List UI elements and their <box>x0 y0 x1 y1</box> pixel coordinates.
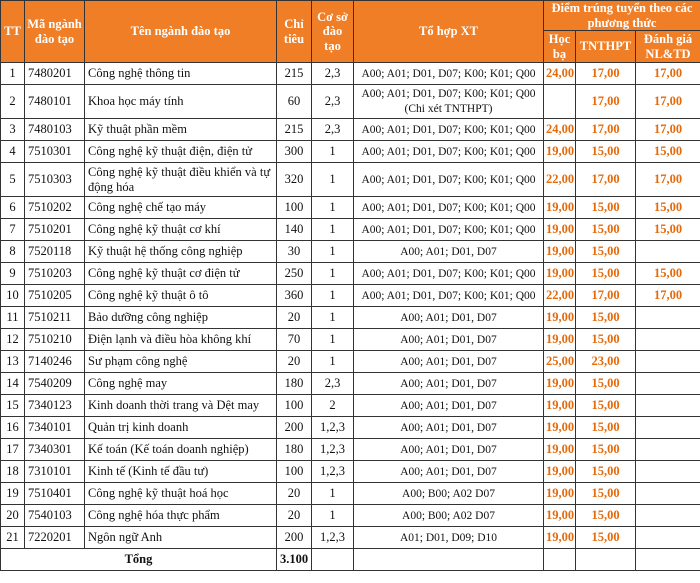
cell-ten-nganh: Công nghệ kỹ thuật điện, điện tử <box>85 141 277 163</box>
cell-to-hop: A00; A01; D01, D07; K00; K01; Q00 <box>354 197 544 219</box>
total-empty-danh-gia <box>636 549 700 571</box>
cell-hoc-ba: 22,00 <box>544 163 576 197</box>
table-row <box>1 219 700 241</box>
cell-tt: 8 <box>1 241 25 263</box>
cell-ma-nganh: 7540209 <box>25 373 85 395</box>
cell-ten-nganh: Kế toán (Kế toán doanh nghiệp) <box>85 439 277 461</box>
header-danh-gia: Đánh giá NL&TD <box>636 31 700 63</box>
cell-ten-nganh: Kỹ thuật hệ thống công nghiệp <box>85 241 277 263</box>
total-empty-tnthpt <box>576 549 636 571</box>
cell-to-hop: A00; A01; D01, D07 <box>354 241 544 263</box>
table-row <box>1 439 700 461</box>
cell-to-hop: A00; A01; D01, D07 <box>354 417 544 439</box>
cell-ten-nganh: Công nghệ hóa thực phẩm <box>85 505 277 527</box>
cell-ma-nganh: 7510202 <box>25 197 85 219</box>
cell-tt: 20 <box>1 505 25 527</box>
table-row <box>1 285 700 307</box>
cell-ten-nganh: Kỹ thuật phần mềm <box>85 119 277 141</box>
cell-hoc-ba: 22,00 <box>544 285 576 307</box>
cell-hoc-ba: 19,00 <box>544 373 576 395</box>
cell-danh-gia <box>636 483 700 505</box>
cell-danh-gia <box>636 373 700 395</box>
cell-danh-gia <box>636 417 700 439</box>
cell-co-so: 1 <box>312 329 354 351</box>
cell-tt: 15 <box>1 395 25 417</box>
cell-ma-nganh: 7220201 <box>25 527 85 549</box>
cell-hoc-ba: 19,00 <box>544 483 576 505</box>
cell-ma-nganh: 7510303 <box>25 163 85 197</box>
table-row <box>1 527 700 549</box>
to-hop-text: A00; A01; D01, D07; K00; K01; Q00 <box>361 88 536 101</box>
cell-ma-nganh: 7510401 <box>25 483 85 505</box>
cell-ma-nganh: 7340123 <box>25 395 85 417</box>
total-row <box>1 549 700 571</box>
cell-hoc-ba: 19,00 <box>544 197 576 219</box>
cell-co-so: 1 <box>312 505 354 527</box>
cell-ma-nganh: 7310101 <box>25 461 85 483</box>
cell-co-so: 1,2,3 <box>312 417 354 439</box>
total-empty-hoc-ba <box>544 549 576 571</box>
cell-chi-tieu: 20 <box>277 307 312 329</box>
cell-co-so: 1 <box>312 351 354 373</box>
cell-chi-tieu: 100 <box>277 461 312 483</box>
cell-to-hop <box>354 85 544 119</box>
cell-ten-nganh: Công nghệ may <box>85 373 277 395</box>
header-ma-nganh: Mã ngành đào tạo <box>25 1 85 63</box>
table-row <box>1 395 700 417</box>
header-hoc-ba: Học bạ <box>544 31 576 63</box>
cell-ten-nganh: Điện lạnh và điều hòa không khí <box>85 329 277 351</box>
cell-ten-nganh: Ngôn ngữ Anh <box>85 527 277 549</box>
cell-tt: 17 <box>1 439 25 461</box>
cell-to-hop: A00; A01; D01, D07 <box>354 439 544 461</box>
cell-co-so: 2,3 <box>312 63 354 85</box>
cell-danh-gia <box>636 395 700 417</box>
cell-tt: 21 <box>1 527 25 549</box>
table-row <box>1 373 700 395</box>
cell-ma-nganh: 7140246 <box>25 351 85 373</box>
cell-hoc-ba: 25,00 <box>544 351 576 373</box>
table-row <box>1 263 700 285</box>
table-row <box>1 505 700 527</box>
cell-ma-nganh: 7510205 <box>25 285 85 307</box>
cell-co-so: 1 <box>312 141 354 163</box>
cell-danh-gia: 15,00 <box>636 263 700 285</box>
cell-tnthpt: 15,00 <box>576 373 636 395</box>
cell-to-hop: A00; A01; D01, D07 <box>354 351 544 373</box>
cell-chi-tieu: 180 <box>277 373 312 395</box>
table-body <box>1 63 700 549</box>
cell-tt: 4 <box>1 141 25 163</box>
table-row <box>1 163 700 197</box>
cell-tt: 13 <box>1 351 25 373</box>
cell-co-so: 1 <box>312 241 354 263</box>
cell-ma-nganh: 7510211 <box>25 307 85 329</box>
cell-hoc-ba: 19,00 <box>544 263 576 285</box>
cell-tt: 7 <box>1 219 25 241</box>
cell-ma-nganh: 7340301 <box>25 439 85 461</box>
cell-tt: 19 <box>1 483 25 505</box>
cell-chi-tieu: 100 <box>277 197 312 219</box>
cell-ten-nganh: Công nghệ kỹ thuật ô tô <box>85 285 277 307</box>
cell-tnthpt: 15,00 <box>576 141 636 163</box>
cell-to-hop: A00; B00; A02 D07 <box>354 483 544 505</box>
cell-tnthpt: 15,00 <box>576 527 636 549</box>
cell-hoc-ba: 19,00 <box>544 395 576 417</box>
cell-co-so: 2,3 <box>312 373 354 395</box>
cell-tt: 16 <box>1 417 25 439</box>
cell-chi-tieu: 20 <box>277 351 312 373</box>
cell-hoc-ba <box>544 85 576 119</box>
cell-ten-nganh: Công nghệ kỹ thuật hoá học <box>85 483 277 505</box>
cell-tt: 9 <box>1 263 25 285</box>
cell-ma-nganh: 7510210 <box>25 329 85 351</box>
cell-to-hop: A00; B00; A02 D07 <box>354 505 544 527</box>
cell-tnthpt: 15,00 <box>576 461 636 483</box>
table-row <box>1 417 700 439</box>
table-row <box>1 483 700 505</box>
cell-co-so: 1 <box>312 219 354 241</box>
cell-ten-nganh: Khoa học máy tính <box>85 85 277 119</box>
cell-tnthpt: 15,00 <box>576 241 636 263</box>
cell-danh-gia: 17,00 <box>636 85 700 119</box>
cell-danh-gia <box>636 351 700 373</box>
header-tnthpt: TNTHPT <box>576 31 636 63</box>
cell-tt: 1 <box>1 63 25 85</box>
cell-danh-gia <box>636 527 700 549</box>
table-row <box>1 63 700 85</box>
cell-ma-nganh: 7510201 <box>25 219 85 241</box>
header-ten-nganh: Tên ngành đào tạo <box>85 1 277 63</box>
cell-hoc-ba: 19,00 <box>544 141 576 163</box>
cell-tnthpt: 17,00 <box>576 163 636 197</box>
cell-danh-gia <box>636 329 700 351</box>
cell-hoc-ba: 19,00 <box>544 219 576 241</box>
cell-danh-gia <box>636 461 700 483</box>
cell-chi-tieu: 320 <box>277 163 312 197</box>
cell-danh-gia <box>636 241 700 263</box>
cell-to-hop: A00; A01; D01, D07; K00; K01; Q00 <box>354 163 544 197</box>
cell-to-hop: A00; A01; D01, D07; K00; K01; Q00 <box>354 285 544 307</box>
header-co-so: Cơ sở đào tạo <box>312 1 354 63</box>
cell-hoc-ba: 19,00 <box>544 505 576 527</box>
cell-ma-nganh: 7510203 <box>25 263 85 285</box>
cell-hoc-ba: 19,00 <box>544 417 576 439</box>
cell-danh-gia: 15,00 <box>636 219 700 241</box>
cell-chi-tieu: 60 <box>277 85 312 119</box>
cell-danh-gia: 15,00 <box>636 197 700 219</box>
cell-co-so: 2,3 <box>312 85 354 119</box>
cell-ma-nganh: 7480101 <box>25 85 85 119</box>
cell-danh-gia: 17,00 <box>636 163 700 197</box>
table-row <box>1 119 700 141</box>
cell-ma-nganh: 7480103 <box>25 119 85 141</box>
cell-to-hop: A00; A01; D01, D07; K00; K01; Q00 <box>354 119 544 141</box>
total-chi-tieu: 3.100 <box>277 549 312 571</box>
cell-tnthpt: 15,00 <box>576 395 636 417</box>
cell-chi-tieu: 100 <box>277 395 312 417</box>
total-empty-co-so <box>312 549 354 571</box>
cell-tnthpt: 17,00 <box>576 85 636 119</box>
cell-tnthpt: 17,00 <box>576 119 636 141</box>
to-hop-note: (Chi xét TNTHPT) <box>404 102 493 115</box>
cell-chi-tieu: 140 <box>277 219 312 241</box>
cell-ten-nganh: Công nghệ kỹ thuật điều khiển và tự động hóa <box>85 163 277 197</box>
cell-co-so: 1 <box>312 263 354 285</box>
cell-to-hop: A01; D01, D09; D10 <box>354 527 544 549</box>
cell-tnthpt: 15,00 <box>576 439 636 461</box>
cell-ten-nganh: Kinh doanh thời trang và Dệt may <box>85 395 277 417</box>
cell-danh-gia: 17,00 <box>636 63 700 85</box>
table-row <box>1 351 700 373</box>
table-row <box>1 141 700 163</box>
table-row <box>1 307 700 329</box>
cell-danh-gia: 17,00 <box>636 285 700 307</box>
cell-co-so: 2,3 <box>312 119 354 141</box>
total-empty-to-hop <box>354 549 544 571</box>
cell-tnthpt: 17,00 <box>576 63 636 85</box>
cell-ten-nganh: Quản trị kinh doanh <box>85 417 277 439</box>
cell-chi-tieu: 70 <box>277 329 312 351</box>
cell-co-so: 1,2,3 <box>312 527 354 549</box>
cell-chi-tieu: 200 <box>277 417 312 439</box>
cell-co-so: 2 <box>312 395 354 417</box>
cell-ma-nganh: 7540103 <box>25 505 85 527</box>
cell-co-so: 1 <box>312 483 354 505</box>
cell-tnthpt: 15,00 <box>576 307 636 329</box>
cell-chi-tieu: 215 <box>277 63 312 85</box>
table-row <box>1 197 700 219</box>
cell-tnthpt: 15,00 <box>576 219 636 241</box>
cell-tt: 11 <box>1 307 25 329</box>
cell-ten-nganh: Công nghệ thông tin <box>85 63 277 85</box>
cell-to-hop: A00; A01; D01, D07 <box>354 329 544 351</box>
cell-to-hop: A00; A01; D01, D07 <box>354 373 544 395</box>
cell-to-hop: A00; A01; D01, D07; K00; K01; Q00 <box>354 219 544 241</box>
cell-chi-tieu: 300 <box>277 141 312 163</box>
cell-chi-tieu: 215 <box>277 119 312 141</box>
cell-chi-tieu: 360 <box>277 285 312 307</box>
cell-hoc-ba: 19,00 <box>544 307 576 329</box>
header-to-hop: Tổ hợp XT <box>354 1 544 63</box>
cell-tnthpt: 17,00 <box>576 285 636 307</box>
cell-hoc-ba: 19,00 <box>544 527 576 549</box>
cell-tnthpt: 15,00 <box>576 329 636 351</box>
header-chi-tieu: Chỉ tiêu <box>277 1 312 63</box>
cell-tt: 5 <box>1 163 25 197</box>
cell-co-so: 1 <box>312 197 354 219</box>
cell-co-so: 1 <box>312 163 354 197</box>
cell-hoc-ba: 24,00 <box>544 119 576 141</box>
cell-hoc-ba: 19,00 <box>544 241 576 263</box>
cell-chi-tieu: 20 <box>277 483 312 505</box>
table-row <box>1 329 700 351</box>
cell-chi-tieu: 200 <box>277 527 312 549</box>
cell-tnthpt: 15,00 <box>576 417 636 439</box>
cell-to-hop: A00; A01; D01, D07; K00; K01; Q00 <box>354 263 544 285</box>
cell-to-hop: A00; A01; D01, D07 <box>354 395 544 417</box>
cell-ten-nganh: Công nghệ kỹ thuật cơ khí <box>85 219 277 241</box>
cell-danh-gia: 17,00 <box>636 119 700 141</box>
cell-danh-gia: 15,00 <box>636 141 700 163</box>
cell-tnthpt: 15,00 <box>576 483 636 505</box>
cell-ten-nganh: Công nghệ kỹ thuật cơ điện tử <box>85 263 277 285</box>
cell-hoc-ba: 19,00 <box>544 329 576 351</box>
total-label: Tổng <box>1 549 277 571</box>
cell-chi-tieu: 30 <box>277 241 312 263</box>
cell-to-hop: A00; A01; D01, D07 <box>354 307 544 329</box>
table-header <box>1 1 700 63</box>
cell-tt: 14 <box>1 373 25 395</box>
cell-chi-tieu: 20 <box>277 505 312 527</box>
cell-tnthpt: 15,00 <box>576 505 636 527</box>
cell-tt: 2 <box>1 85 25 119</box>
cell-chi-tieu: 250 <box>277 263 312 285</box>
header-diem-group: Điểm trúng tuyển theo các phương thức <box>544 1 700 31</box>
cell-co-so: 1 <box>312 307 354 329</box>
cell-ma-nganh: 7480201 <box>25 63 85 85</box>
cell-tt: 18 <box>1 461 25 483</box>
cell-tt: 10 <box>1 285 25 307</box>
cell-tnthpt: 15,00 <box>576 263 636 285</box>
cell-tt: 3 <box>1 119 25 141</box>
cell-ma-nganh: 7520118 <box>25 241 85 263</box>
cell-tt: 6 <box>1 197 25 219</box>
cell-hoc-ba: 24,00 <box>544 63 576 85</box>
header-tt: TT <box>1 1 25 63</box>
table-row <box>1 85 700 119</box>
cell-to-hop: A00; A01; D01, D07; K00; K01; Q00 <box>354 141 544 163</box>
cell-ten-nganh: Kinh tế (Kinh tế đầu tư) <box>85 461 277 483</box>
cell-danh-gia <box>636 505 700 527</box>
cell-ma-nganh: 7340101 <box>25 417 85 439</box>
cell-ten-nganh: Sư phạm công nghệ <box>85 351 277 373</box>
table-row <box>1 241 700 263</box>
cell-danh-gia <box>636 439 700 461</box>
cell-tt: 12 <box>1 329 25 351</box>
cell-tnthpt: 15,00 <box>576 197 636 219</box>
cell-chi-tieu: 180 <box>277 439 312 461</box>
cell-to-hop: A00; A01; D01, D07; K00; K01; Q00 <box>354 63 544 85</box>
cell-ten-nganh: Công nghệ chế tạo máy <box>85 197 277 219</box>
cell-ten-nganh: Bảo dưỡng công nghiệp <box>85 307 277 329</box>
cell-to-hop: A00; A01; D01, D07 <box>354 461 544 483</box>
cell-ma-nganh: 7510301 <box>25 141 85 163</box>
cell-co-so: 1,2,3 <box>312 461 354 483</box>
cell-co-so: 1 <box>312 285 354 307</box>
cell-tnthpt: 23,00 <box>576 351 636 373</box>
table-row <box>1 461 700 483</box>
cell-hoc-ba: 19,00 <box>544 461 576 483</box>
cell-co-so: 1,2,3 <box>312 439 354 461</box>
cell-hoc-ba: 19,00 <box>544 439 576 461</box>
cell-danh-gia <box>636 307 700 329</box>
